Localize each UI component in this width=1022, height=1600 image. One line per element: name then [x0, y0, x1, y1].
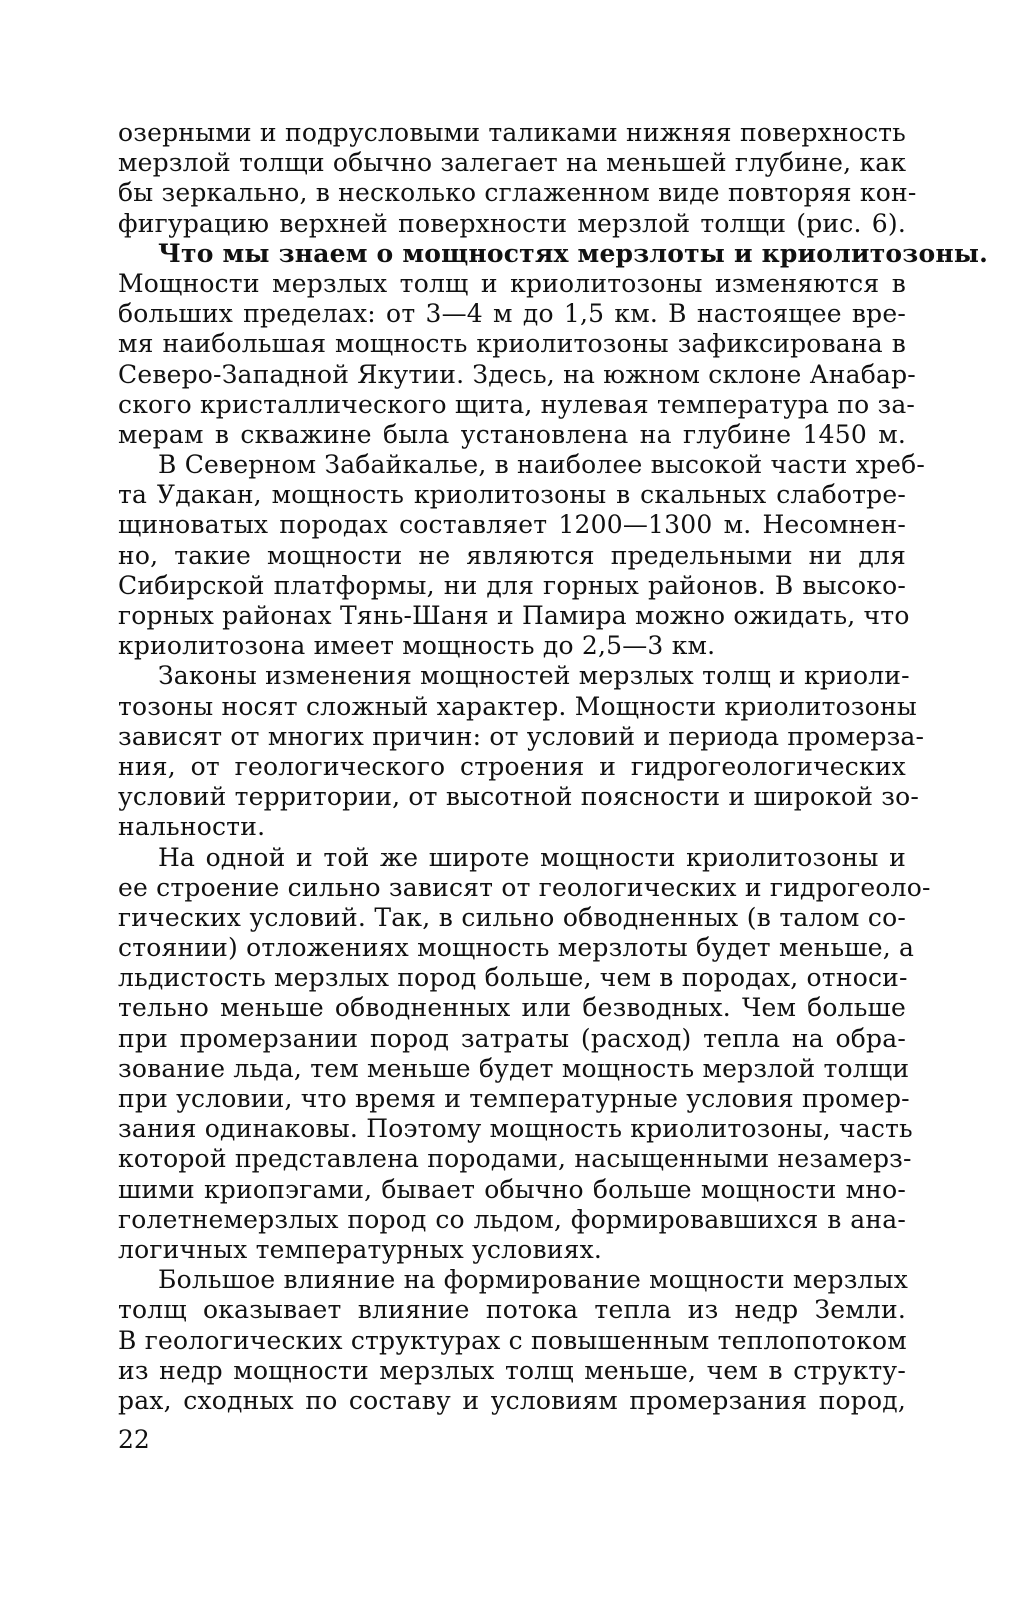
text-line: нальности. [118, 812, 266, 842]
text-line: мя наибольшая мощность криолитозоны зафиксирована в [118, 329, 906, 359]
text-line: при условии, что время и температурные условия промер- [118, 1084, 910, 1113]
text-line: Большое влияние на формирование мощности мерзлых [158, 1265, 909, 1295]
text-line: тельно меньше обводненных или безводных. Чем больше [118, 993, 906, 1023]
text-line: зания одинаковы. Поэтому мощность криолитозоны, часть [118, 1114, 913, 1144]
text-line: толщ оказывает влияние потока тепла из недр Земли. [118, 1295, 906, 1325]
text-line: Северо-Западной Якутии. Здесь, на южном склоне Анабар- [118, 359, 916, 389]
text-line: та Удакан, мощность криолитозоны в скальных слаботре- [118, 480, 906, 510]
text-line: зование льда, тем меньше будет мощность мерзлой толщи [118, 1053, 910, 1083]
text-line: В Северном Забайкалье, в наиболее высокой части хреб- [158, 450, 925, 480]
text-line: зависят от многих причин: от условий и периода промерза- [118, 721, 925, 751]
text-line: тозоны носят сложный характер. Мощности криолитозоны [118, 691, 917, 721]
text-line: стоянии) отложениях мощность мерзлоты будет меньше, а [118, 933, 915, 963]
text-line: логичных температурных условиях. [118, 1234, 603, 1264]
text-line: рах, сходных по составу и условиям промерзания пород, [118, 1385, 906, 1415]
text-line: мерзлой толщи обычно залегает на меньшей глубине, как [118, 148, 907, 178]
text-line: при промерзании пород затраты (расход) тепла на обра- [118, 1023, 906, 1053]
text-line: ского кристаллического щита, нулевая температура по за- [118, 389, 916, 419]
page-body [118, 118, 988, 1416]
text-line: щиноватых породах составляет 1200—1300 м. Несомнен- [118, 510, 906, 540]
text-line: гических условий. Так, в сильно обводненных (в талом со- [118, 902, 906, 932]
text-line: горных районах Тянь-Шаня и Памира можно ожидать, что [118, 601, 910, 630]
text-line: но, такие мощности не являются предельными ни для [118, 540, 906, 570]
text-line: Сибирской платформы, ни для горных районов. В высоко- [118, 570, 906, 600]
page-number: 22 [118, 1425, 150, 1454]
section-heading: Что мы знаем о мощностях мерзлоты и криолитозоны. [158, 238, 988, 268]
text-line: ее строение сильно зависят от геологических и гидрогеоло- [118, 872, 931, 902]
text-line: больших пределах: от 3—4 м до 1,5 км. В настоящее вре- [118, 299, 906, 329]
text-line: которой представлена породами, насыщенными незамерз- [118, 1144, 912, 1174]
text-line: криолитозона имеет мощность до 2,5—3 км. [118, 631, 716, 661]
text-line: фигурацию верхней поверхности мерзлой толщи (рис. 6). [118, 208, 906, 238]
text-line: ния, от геологического строения и гидрогеологических [118, 751, 906, 781]
text-line: льдистость мерзлых пород больше, чем в породах, относи- [118, 963, 908, 993]
text-line: шими криопэгами, бывает обычно больше мощности мно- [118, 1174, 906, 1204]
text-line: Мощности мерзлых толщ и криолитозоны изменяются в [118, 268, 906, 298]
text-line: Законы изменения мощностей мерзлых толщ и криоли- [158, 661, 910, 691]
text-line: мерам в скважине была установлена на глубине 1450 м. [118, 419, 906, 449]
text-line: голетнемерзлых пород со льдом, формировавшихся в ана- [118, 1204, 906, 1234]
text-line: В геологических структурах с повышенным теплопотоком [118, 1325, 907, 1355]
text-line: На одной и той же широте мощности криолитозоны и [158, 842, 906, 872]
text-line: озерными и подрусловыми таликами нижняя поверхность [118, 118, 906, 147]
text-line: условий территории, от высотной поясности и широкой зо- [118, 782, 920, 812]
text-line: бы зеркально, в несколько сглаженном виде повторяя кон- [118, 178, 917, 208]
text-line: из недр мощности мерзлых толщ меньше, чем в структу- [118, 1355, 906, 1385]
